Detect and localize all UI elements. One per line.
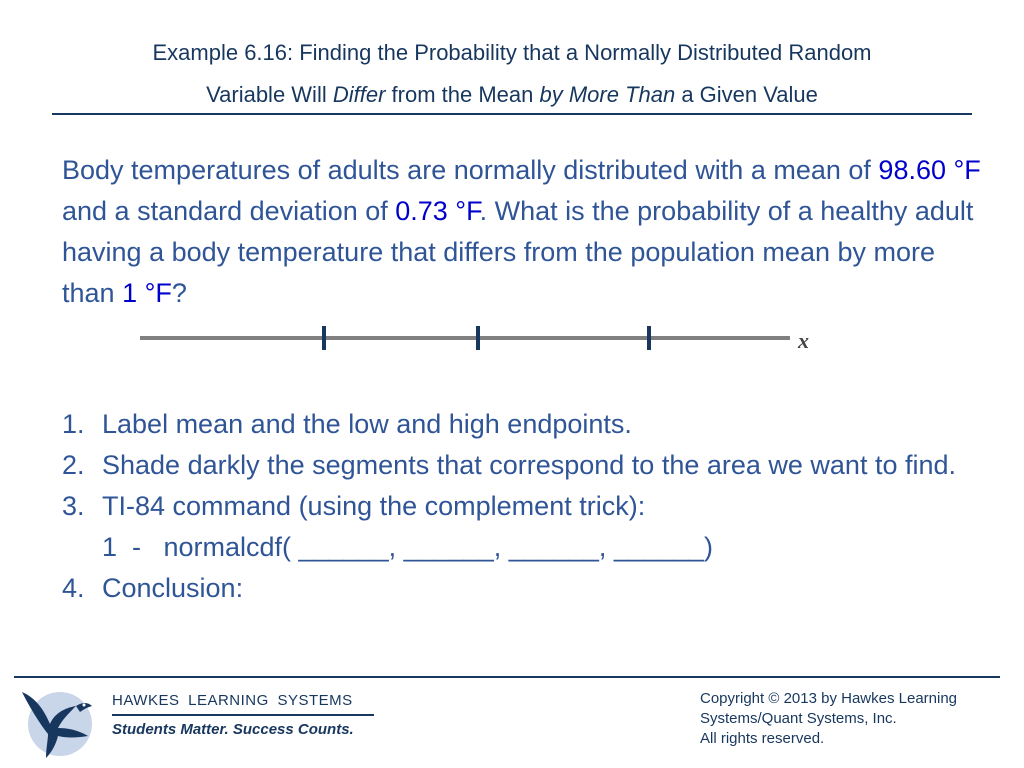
brand-name: HAWKES LEARNING SYSTEMS: [112, 692, 353, 709]
ti84-command: 1 - normalcdf( ______, ______, ______, ______): [102, 532, 713, 562]
brand-divider: [112, 714, 374, 716]
list-item: [62, 404, 962, 445]
list-text: Conclusion:: [102, 573, 244, 603]
difference-value: 1 °F: [122, 278, 172, 308]
list-item: [62, 445, 962, 486]
mean-value: 98.60 °F: [878, 155, 981, 185]
list-item: [62, 486, 962, 568]
title-divider: [52, 113, 972, 115]
copyright-line: Systems/Quant Systems, Inc.: [700, 710, 897, 727]
footer-divider: [14, 676, 1000, 678]
list-text: Label mean and the low and high endpoints.: [102, 409, 632, 439]
problem-text: and a standard deviation of: [62, 196, 396, 226]
title-text: from the Mean: [385, 82, 540, 107]
list-number: 2.: [62, 450, 85, 480]
problem-text: ?: [171, 278, 187, 308]
problem-text: Body temperatures of adults are normally distributed with a mean of: [62, 155, 879, 185]
list-number: 1.: [62, 409, 85, 439]
copyright-line: All rights reserved.: [700, 730, 825, 747]
title-emphasis-more-than: by More Than: [539, 82, 676, 107]
number-line: [140, 322, 800, 354]
title-line-1: Example 6.16: Finding the Probability that a Normally Distributed Random: [152, 40, 872, 65]
title-text: Variable Will: [206, 82, 333, 107]
copyright-notice: [700, 689, 1010, 749]
sd-value: 0.73 °F: [395, 196, 480, 226]
list-item: [62, 568, 962, 609]
problem-text: . What is the probability of a healthy adult having a body temperature that differs from the population mean by more than: [62, 196, 974, 308]
copyright-line: Copyright © 2013 by Hawkes Learning: [700, 690, 958, 707]
list-text: [102, 486, 962, 568]
brand-tagline: Students Matter. Success Counts.: [112, 721, 354, 738]
eagle-logo-icon: [18, 684, 98, 762]
axis-label-x: x: [798, 328, 809, 353]
slide-title: [52, 32, 972, 116]
title-text: a Given Value: [675, 82, 818, 107]
title-line-2: [52, 74, 972, 116]
problem-statement: [62, 150, 982, 314]
list-text: Shade darkly the segments that correspond to the area we want to find.: [102, 450, 957, 480]
step-text: TI-84 command (using the complement trick):: [102, 491, 646, 521]
list-number: 4.: [62, 573, 85, 603]
list-number: 3.: [62, 491, 85, 521]
instruction-list: [62, 404, 962, 609]
title-emphasis-differ: Differ: [332, 82, 386, 107]
